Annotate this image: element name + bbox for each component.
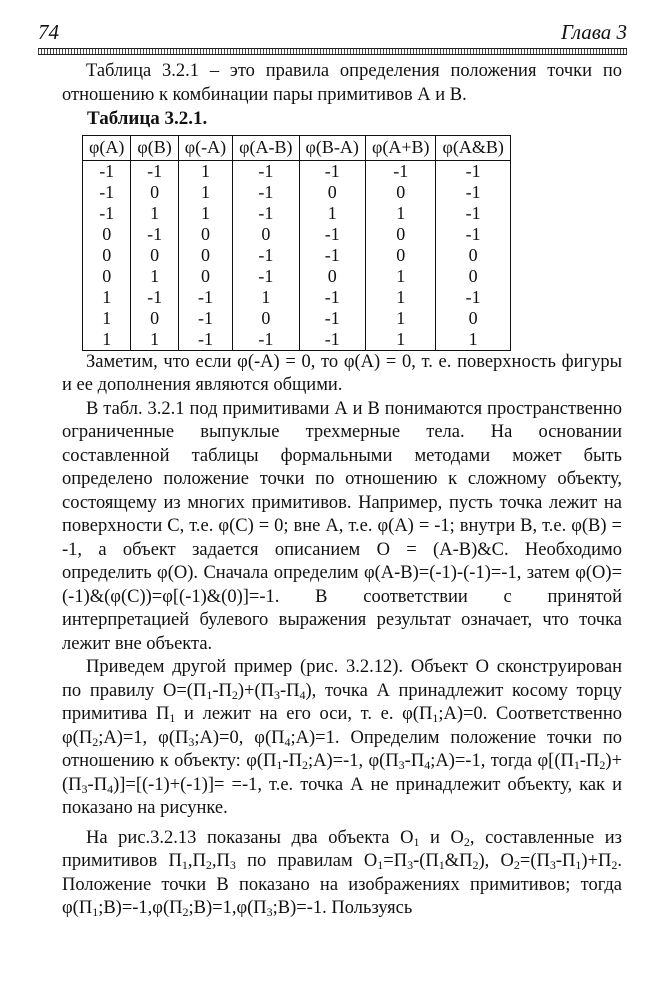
table-header-cell: φ(A&B) <box>436 135 510 160</box>
header-rule <box>38 48 627 55</box>
table-cell: 0 <box>178 245 232 266</box>
table-header-cell: φ(A) <box>83 135 131 160</box>
table-row <box>83 287 511 308</box>
table-cell: 0 <box>436 266 510 287</box>
table-cell: 1 <box>178 160 232 182</box>
table-cell: -1 <box>178 287 232 308</box>
table-cell: 0 <box>299 182 365 203</box>
table-cell: 1 <box>233 287 299 308</box>
table-cell: 1 <box>83 329 131 351</box>
table-cell: 0 <box>83 266 131 287</box>
table-cell: 1 <box>178 182 232 203</box>
table-cell: 1 <box>365 329 436 351</box>
table-cell: 1 <box>365 203 436 224</box>
table-cell: 1 <box>436 329 510 351</box>
table-title: Таблица 3.2.1. <box>87 108 208 129</box>
table-cell: -1 <box>83 203 131 224</box>
table-cell: 1 <box>365 287 436 308</box>
truth-table <box>82 135 511 351</box>
table-header-cell: φ(B) <box>131 135 178 160</box>
table-cell: 1 <box>83 287 131 308</box>
table-cell: -1 <box>436 160 510 182</box>
table-row <box>83 245 511 266</box>
table-cell: 0 <box>178 224 232 245</box>
table-cell: -1 <box>436 287 510 308</box>
page-header <box>38 20 627 46</box>
table-cell: 0 <box>365 224 436 245</box>
table-cell: 0 <box>131 245 178 266</box>
table-cell: -1 <box>233 203 299 224</box>
table-cell: 0 <box>83 245 131 266</box>
table-cell: 1 <box>299 203 365 224</box>
table-row <box>83 182 511 203</box>
table-cell: 1 <box>83 308 131 329</box>
table-cell: 1 <box>131 329 178 351</box>
table-body <box>83 160 511 350</box>
table-cell: 1 <box>131 266 178 287</box>
table-cell: -1 <box>83 182 131 203</box>
table-cell: 0 <box>131 182 178 203</box>
table-row <box>83 329 511 351</box>
table-cell: -1 <box>436 224 510 245</box>
table-cell: -1 <box>233 329 299 351</box>
table-cell: 0 <box>233 224 299 245</box>
table-cell: -1 <box>233 245 299 266</box>
table-cell: -1 <box>131 224 178 245</box>
table-cell: -1 <box>233 266 299 287</box>
table-header-cell: φ(A-B) <box>233 135 299 160</box>
table-cell: -1 <box>299 287 365 308</box>
table-cell: -1 <box>436 182 510 203</box>
table-header-cell: φ(A+B) <box>365 135 436 160</box>
table-cell: -1 <box>299 245 365 266</box>
table-cell: 0 <box>365 245 436 266</box>
table-cell: -1 <box>436 203 510 224</box>
table-row <box>83 224 511 245</box>
table-cell: -1 <box>131 287 178 308</box>
table-header-cell: φ(B-A) <box>299 135 365 160</box>
table-cell: -1 <box>178 308 232 329</box>
table-cell: -1 <box>299 160 365 182</box>
table-cell: -1 <box>299 308 365 329</box>
table-cell: 0 <box>131 308 178 329</box>
paragraph-2: Приведем другой пример (рис. 3.2.12). Объект О сконструирован по правилу $O=(П_1-П_2)+(П_3-П_4)$, точка А принадлежит косому торцу примитива $П_1$ и лежит на его оси, т. е. $\varphi(П_1;A)=0$. Соответственно $\varphi(П_2;A)=1$, $\varphi(П_3;A)=0$, $\varphi(П_4;A)=1$. Определим положение точки по отношению к объекту: $\varphi(П_1-П_2;A)=-1$, $\varphi(П_3-П_4;A)=-1$, тогда $\varphi[(П_1-П_2)+(П_3-П_4)]=[(-1)+(-1)]= =-1$, т.е. точка А не принадлежит объекту, как и показано на рисунке. <box>62 657 623 818</box>
table-cell: 0 <box>299 266 365 287</box>
table-cell: 1 <box>131 203 178 224</box>
table-cell: 0 <box>83 224 131 245</box>
table-cell: -1 <box>83 160 131 182</box>
table-cell: 0 <box>233 308 299 329</box>
table-cell: 0 <box>365 182 436 203</box>
table-header-row <box>83 135 511 160</box>
table-cell: -1 <box>131 160 178 182</box>
intro-paragraph: Таблица 3.2.1 – это правила определения положения точки по отношению к комбинации пары примитивов А и В. <box>62 61 622 105</box>
table-cell: 1 <box>365 308 436 329</box>
paragraph-1: В табл. 3.2.1 под примитивами А и В понимаются пространственно ограниченные выпуклые трехмерные тела. На основании составленной таблицы формальными методами может быть определено положение точки по отношению к сложному объекту, состоящему из многих примитивов. Например, пусть точка лежит на поверхности С, т.е. φ(C) = 0; вне А, т.е. φ(A) = -1; внутри В, т.е. φ(B) = -1, а объект задается описанием О = (А-В)&С. Необходимо определить φ(О). Сначала определим φ(А-В)=(-1)-(-1)=-1, затем φ(O)=(-1)&(φ(C))=φ[(-1)&(0)]=-1. В соответствии с принятой интерпретацией булевого выражения результат означает, что точка лежит вне объекта. <box>62 398 622 654</box>
page-body <box>62 60 622 921</box>
chapter-title: Глава 3 <box>561 20 627 44</box>
table-cell: -1 <box>299 329 365 351</box>
table-cell: -1 <box>178 329 232 351</box>
table-cell: 0 <box>436 245 510 266</box>
table-note: Заметим, что если φ(-A) = 0, то φ(A) = 0, т. е. поверхность фигуры и ее дополнения являются общими. <box>62 351 622 395</box>
paragraph-3: На рис.3.2.13 показаны два объекта $O_1$ и $O_2$, составленные из примитивов $П_1,П_2,П_3$ по правилам $O_1=П_3-(П_1\&П_2)$, $O_2=(П_3-П_1)+П_2$. Положение точки В показано на изображениях примитивов; тогда $\varphi(П_1;B)=-1,\varphi(П_2;B)=1,\varphi(П_3;B)=-1$. Пользуясь <box>62 827 622 919</box>
table-cell: -1 <box>233 160 299 182</box>
table-cell: 0 <box>178 266 232 287</box>
table-cell: -1 <box>299 224 365 245</box>
table-cell: 1 <box>365 266 436 287</box>
table-cell: 1 <box>178 203 232 224</box>
table-cell: -1 <box>233 182 299 203</box>
table-row <box>83 203 511 224</box>
table-header-cell: φ(-A) <box>178 135 232 160</box>
page-number: 74 <box>38 20 59 44</box>
table-cell: -1 <box>365 160 436 182</box>
table-row <box>83 308 511 329</box>
table-row <box>83 160 511 182</box>
table-row <box>83 266 511 287</box>
table-cell: 0 <box>436 308 510 329</box>
